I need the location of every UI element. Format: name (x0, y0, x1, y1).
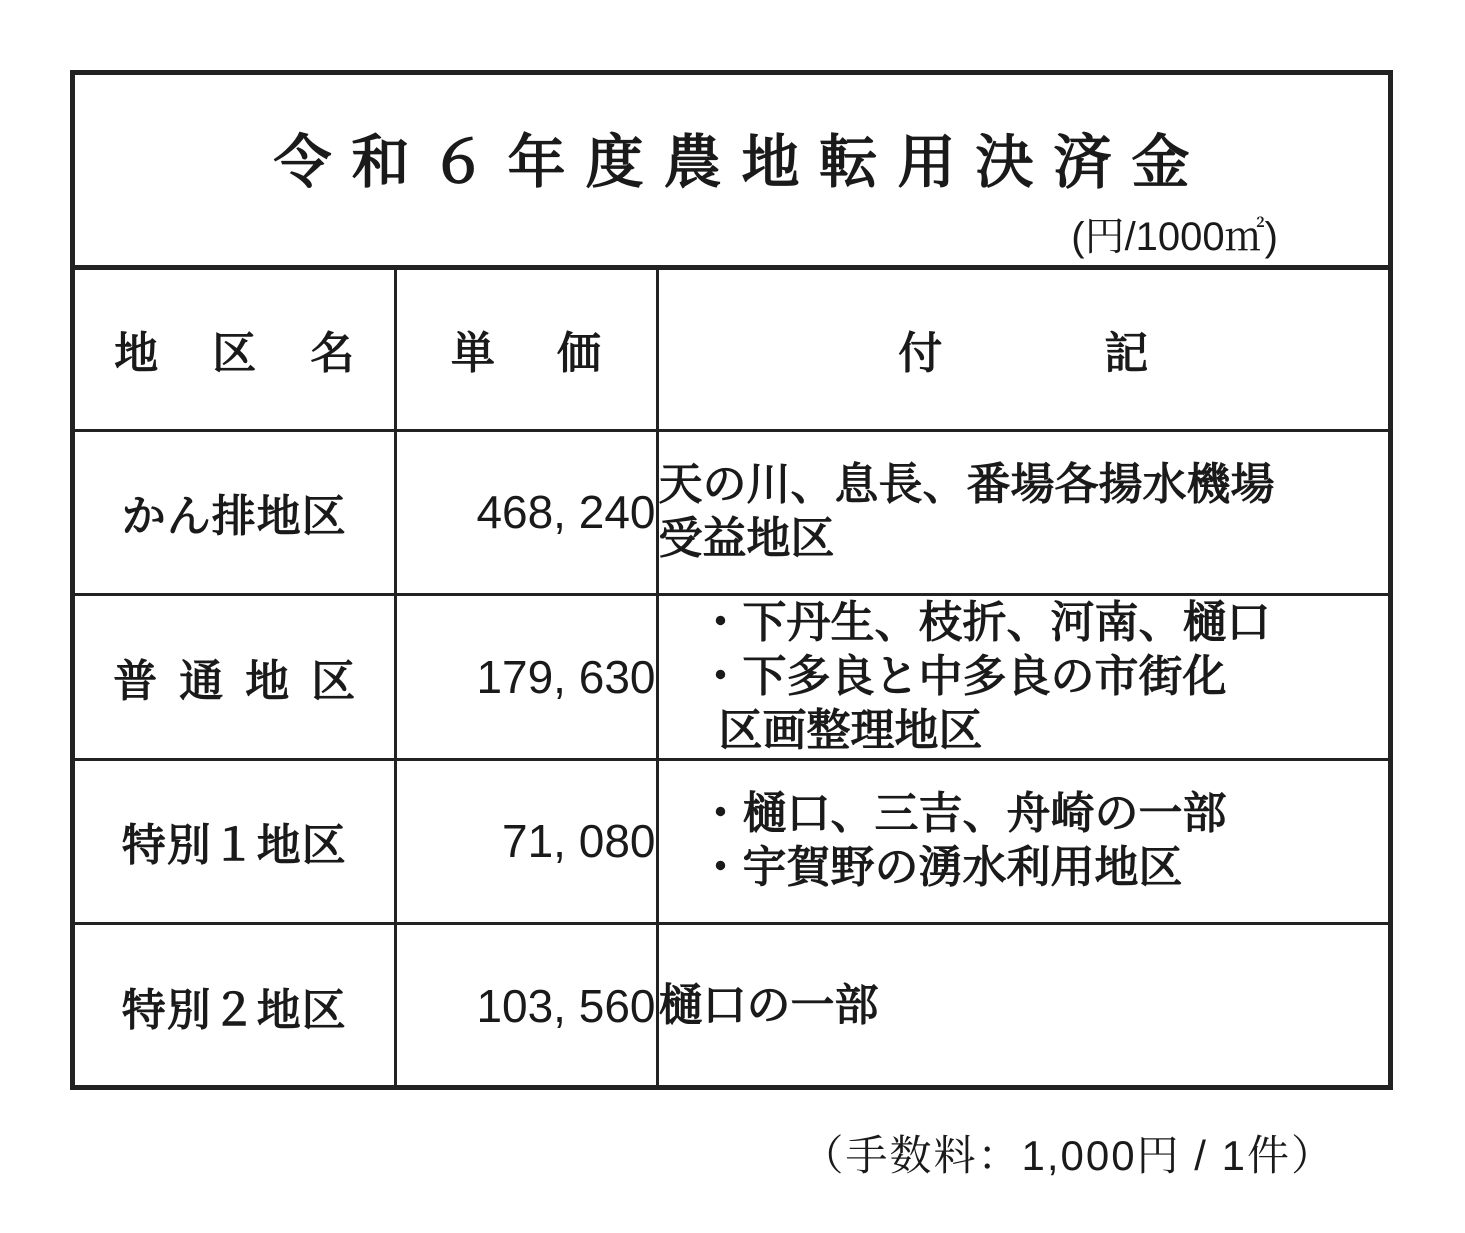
note-line: 受益地区 (658, 513, 835, 564)
note-cell (657, 594, 1388, 759)
district-name: かん排地区 (75, 430, 395, 594)
note-line: 区画整理地区 (718, 704, 983, 756)
table-row (75, 430, 1388, 594)
unit-price: 103, 560 (395, 923, 657, 1087)
table-header-row (75, 270, 1388, 430)
table-row (75, 594, 1388, 759)
header-price: 単 価 (395, 270, 657, 430)
document-frame (70, 70, 1393, 1090)
note-line: ・樋口、三吉、舟崎の一部 (698, 788, 1227, 839)
note-line: 樋口の一部 (658, 979, 879, 1031)
district-name: 特別１地区 (75, 759, 395, 923)
table-row (75, 923, 1388, 1087)
price-table (75, 270, 1388, 1087)
note-line: 天の川、息長、番場各揚水機場 (658, 459, 1275, 510)
header-district: 地 区 名 (75, 270, 395, 430)
note-cell (657, 430, 1388, 594)
note-cell (657, 923, 1388, 1087)
header-note: 付 記 (657, 270, 1388, 430)
table-row (75, 759, 1388, 923)
unit-price: 468, 240 (395, 430, 657, 594)
note-cell (657, 759, 1388, 923)
note-line: ・下多良と中多良の市街化 (698, 650, 1227, 702)
district-name: 普通地区 (75, 594, 395, 759)
district-name: 特別２地区 (75, 923, 395, 1087)
document-title: 令和６年度農地転用決済金 (273, 128, 1210, 196)
unit-price: 179, 630 (395, 594, 657, 759)
note-line: ・下丹生、枝折、河南、樋口 (698, 596, 1271, 648)
note-line: ・宇賀野の湧水利用地区 (698, 842, 1183, 893)
fee-note: （手数料：1,000円 / 1件） (801, 1132, 1335, 1179)
unit-price: 71, 080 (395, 759, 657, 923)
title-area (75, 75, 1388, 270)
unit-label: (円/1000㎡) (1071, 215, 1278, 259)
